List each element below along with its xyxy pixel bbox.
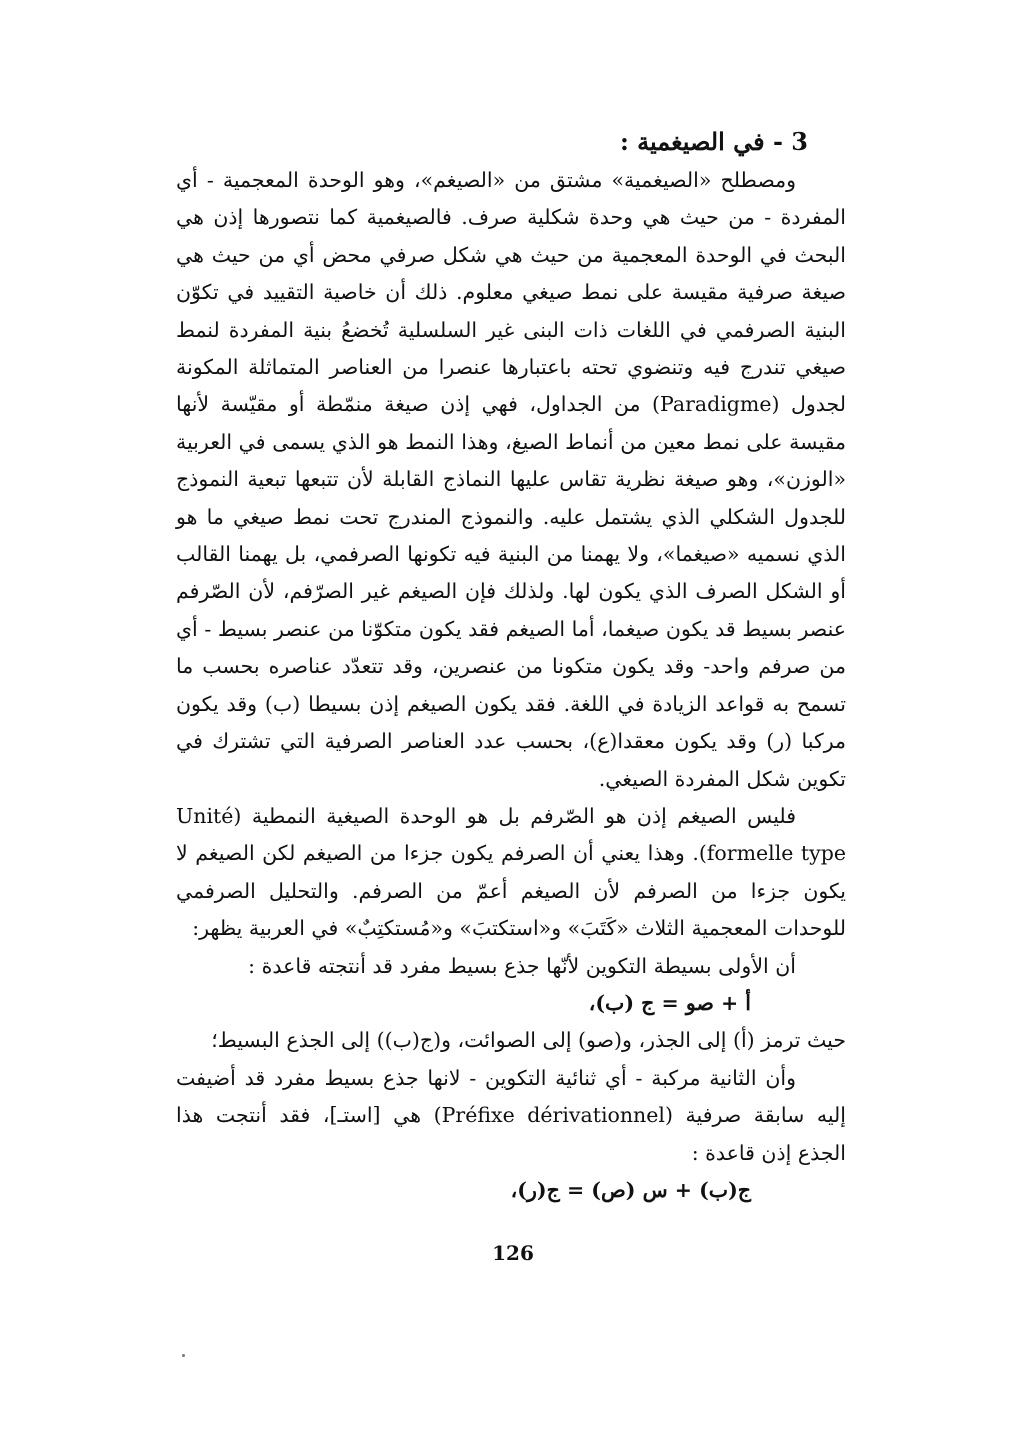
- scan-speck: [182, 1354, 185, 1357]
- rule1-explanation: حيث ترمز (أ) إلى الجذر، و(صو) إلى الصوائت، و(ج(ب)) إلى الجذع البسيط؛: [211, 1028, 846, 1053]
- page-body: [176, 122, 846, 1209]
- section-heading: 3 - في الصيغمية :: [619, 127, 808, 156]
- paragraph-sigham-vs-sarfam: فليس الصيغم إذن هو الصّرفم بل هو الوحدة الصيغية النمطية (Unité formelle type). وهذا يعني أن الصرفم يكون جزءا من الصيغم لكن الصيغم لا يكون جزءا من الصرفم لأن الصيغم أعمّ من الصرفم. والتحليل الصرفمي للوحدات المعجمية الثلاث «كَتَبَ» و«استكتبَ» و«مُستكتِبٌ» في العربية يظهر:: [176, 803, 846, 941]
- page-number: 126: [492, 1241, 534, 1265]
- rule2-paragraph: وأن الثانية مركبة - أي ثنائية التكوين - لانها جذع بسيط مفرد قد أضيفت إليه سابقة صرفية (Préfixe dérivationnel) هي [استـ]، فقد أنتجت هذا الجذع إذن قاعدة :: [176, 1065, 846, 1165]
- rule2-formula: ج(ب) + س (ص) = ج(ر)،: [510, 1177, 751, 1202]
- rule1-formula: أ + صو = ج (ب)،: [588, 990, 751, 1015]
- paragraph-sighamiya-definition: ومصطلح «الصيغمية» مشتق من «الصيغم»، وهو الوحدة المعجمية - أي المفردة - من حيث هي وحدة شكلية صرف. فالصيغمية كما نتصورها إذن هي البحث في الوحدة المعجمية من حيث هي شكل صرفي محض أي من حيث هي صيغة صرفية مقيسة على نمط صيغي معلوم. ذلك أن خاصية التقييد في تكوّن البنية الصرفمي في اللغات ذات البنى غير السلسلية تُخضعُ بنية المفردة لنمط صيغي تندرج فيه وتنضوي تحته باعتبارها عنصرا من العناصر المتماثلة المكونة لجدول (Paradigme) من الجداول، فهي إذن صيغة منمّطة أو مقيّسة لأنها مقيسة على نمط معين من أنماط الصيغ، وهذا النمط هو الذي يسمى في العربية «الوزن»، وهو صيغة نظرية تقاس عليها النماذج القابلة لأن تتبعها تبعية النموذج للجدول الشكلي الذي يشتمل عليه. والنموذج المندرج تحت نمط صيغي ما هو الذي نسميه «صيغما»، ولا يهمنا من البنية فيه تكونها الصرفمي، بل يهمنا القالب أو الشكل الصرف الذي يكون لها. ولذلك فإن الصيغم غير الصرّفم، لأن الصّرفم عنصر بسيط قد يكون صيغما، أما الصيغم فقد يكون متكوّنا من عنصر بسيط - أي من صرفم واحد- وقد يكون متكونا من عنصرين، وقد تتعدّد عناصره بحسب ما تسمح به قواعد الزيادة في اللغة. فقد يكون الصيغم إذن بسيطا (ب) وقد يكون مركبا (ر) وقد يكون معقدا(ع)، بحسب عدد العناصر الصرفية التي تشترك في تكوين شكل المفردة الصيغي.: [176, 168, 846, 791]
- rule1-intro: أن الأولى بسيطة التكوين لأنّها جذع بسيط مفرد قد أنتجته قاعدة :: [248, 953, 796, 978]
